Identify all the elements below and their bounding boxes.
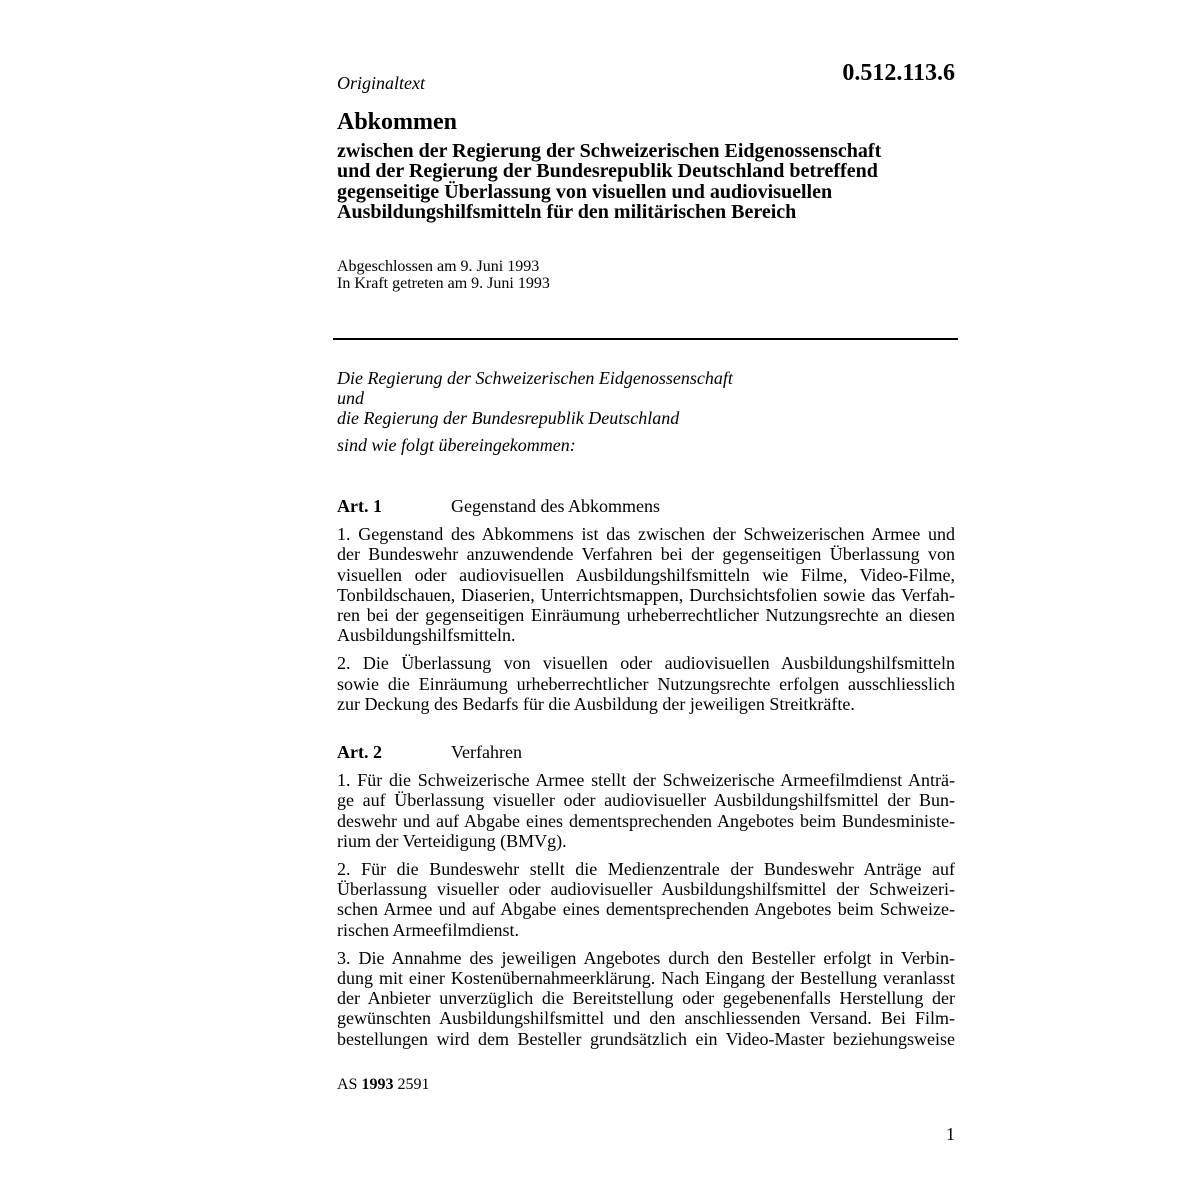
paragraph-line: rischen Armeefilmdienst.: [337, 919, 519, 940]
paragraph-line: Ausbildungshilfsmitteln.: [337, 625, 516, 646]
preamble-line: und: [337, 388, 364, 409]
document-subtitle: [337, 141, 881, 222]
paragraph-line: Tonbildschauen, Diaserien, Unterrichtsmappen, Durchsichtsfolien sowie das Verfah-: [337, 584, 955, 605]
articles: [337, 496, 955, 1049]
article-header: [337, 742, 955, 762]
entry-into-force-date: In Kraft getreten am 9. Juni 1993: [337, 274, 550, 292]
page-number: 1: [946, 1124, 955, 1144]
preamble-line: die Regierung der Bundesrepublik Deutschland: [337, 408, 680, 429]
document-title: Abkommen: [337, 109, 458, 135]
paragraph: [337, 948, 955, 1049]
paragraph-line: gewünschten Ausbildungshilfsmittel und den anschliessenden Versand. Bei Film-: [337, 1008, 955, 1029]
paragraph-line: ge auf Überlassung visueller oder audiovisueller Ausbildungshilfsmittel der Bun-: [337, 790, 955, 811]
as-year: 1993: [361, 1076, 394, 1093]
paragraph-line: rium der Verteidigung (BMVg).: [337, 830, 567, 851]
article-1: [337, 496, 955, 714]
paragraph-line: schen Armee und auf Abgabe eines dementsprechenden Angebotes beim Schweize-: [337, 899, 955, 920]
preamble-line: Die Regierung der Schweizerischen Eidgenossenschaft: [337, 368, 733, 388]
article-heading: Verfahren: [451, 742, 522, 763]
paragraph-line: visuellen oder audiovisuellen Ausbildungshilfsmitteln wie Filme, Video-Filme,: [337, 564, 955, 585]
paragraph-line: 1. Gegenstand des Abkommens ist das zwischen der Schweizerischen Armee und: [337, 524, 955, 545]
paragraph-line: sowie die Einräumung urheberrechtlicher Nutzungsrechte erfolgen ausschliesslich: [337, 673, 955, 694]
article-header: [337, 496, 955, 516]
paragraph-line: der Anbieter unverzüglich die Bereitstellung oder gegebenenfalls Herstellung der: [337, 988, 955, 1009]
as-reference: [337, 1076, 429, 1094]
article-heading: Gegenstand des Abkommens: [451, 496, 660, 516]
paragraph-line: 2. Die Überlassung von visuellen oder audiovisuellen Ausbildungshilfsmitteln: [337, 653, 955, 674]
paragraph: [337, 524, 955, 645]
paragraph-line: 1. Für die Schweizerische Armee stellt der Schweizerische Armeefilmdienst Anträ-: [337, 770, 955, 791]
paragraph-line: deswehr und auf Abgabe eines dementsprechenden Angebotes beim Bundesministe-: [337, 810, 955, 831]
as-page: 2591: [397, 1076, 430, 1093]
paragraph-line: ren bei der gegenseitigen Einräumung urheberrechtlicher Nutzungsrechte an diesen: [337, 605, 955, 625]
article-number: Art. 1: [337, 496, 382, 516]
paragraph-line: 3. Die Annahme des jeweiligen Angebotes durch den Besteller erfolgt in Verbin-: [337, 947, 955, 968]
paragraph: [337, 653, 955, 714]
treaty-dates: [337, 259, 550, 292]
concluded-date: Abgeschlossen am 9. Juni 1993: [337, 258, 540, 275]
subtitle-line: gegenseitige Überlassung von visuellen und audiovisuellen: [337, 180, 833, 203]
title-divider: [333, 338, 958, 340]
paragraph-line: der Bundeswehr anzuwendende Verfahren bei der gegenseitigen Überlassung von: [337, 544, 955, 565]
paragraph-line: dung mit einer Kostenübernahmeerklärung. Nach Eingang der Bestellung veranlasst: [337, 968, 955, 989]
paragraph: [337, 859, 955, 940]
original-text-label: Originaltext: [337, 73, 425, 93]
paragraph: [337, 770, 955, 851]
paragraph-line: bestellungen wird dem Besteller grundsätzlich ein Video-Master beziehungsweise: [337, 1028, 955, 1049]
preamble: [337, 368, 733, 455]
article-number: Art. 2: [337, 742, 382, 763]
article-2: [337, 742, 955, 1049]
paragraph-line: 2. Für die Bundeswehr stellt die Medienzentrale der Bundeswehr Anträge auf: [337, 859, 955, 880]
paragraph-line: Überlassung visueller oder audiovisueller Ausbildungshilfsmittel der Schweizeri-: [337, 879, 955, 900]
sr-number: 0.512.113.6: [842, 60, 955, 86]
preamble-closing: sind wie folgt übereingekommen:: [337, 434, 576, 455]
subtitle-line: und der Regierung der Bundesrepublik Deutschland betreffend: [337, 160, 878, 183]
as-prefix: AS: [337, 1076, 358, 1093]
paragraph-line: zur Deckung des Bedarfs für die Ausbildung der jeweiligen Streitkräfte.: [337, 693, 855, 714]
subtitle-line: zwischen der Regierung der Schweizerischen Eidgenossenschaft: [337, 140, 882, 162]
subtitle-line: Ausbildungshilfsmitteln für den militärischen Bereich: [337, 200, 797, 223]
